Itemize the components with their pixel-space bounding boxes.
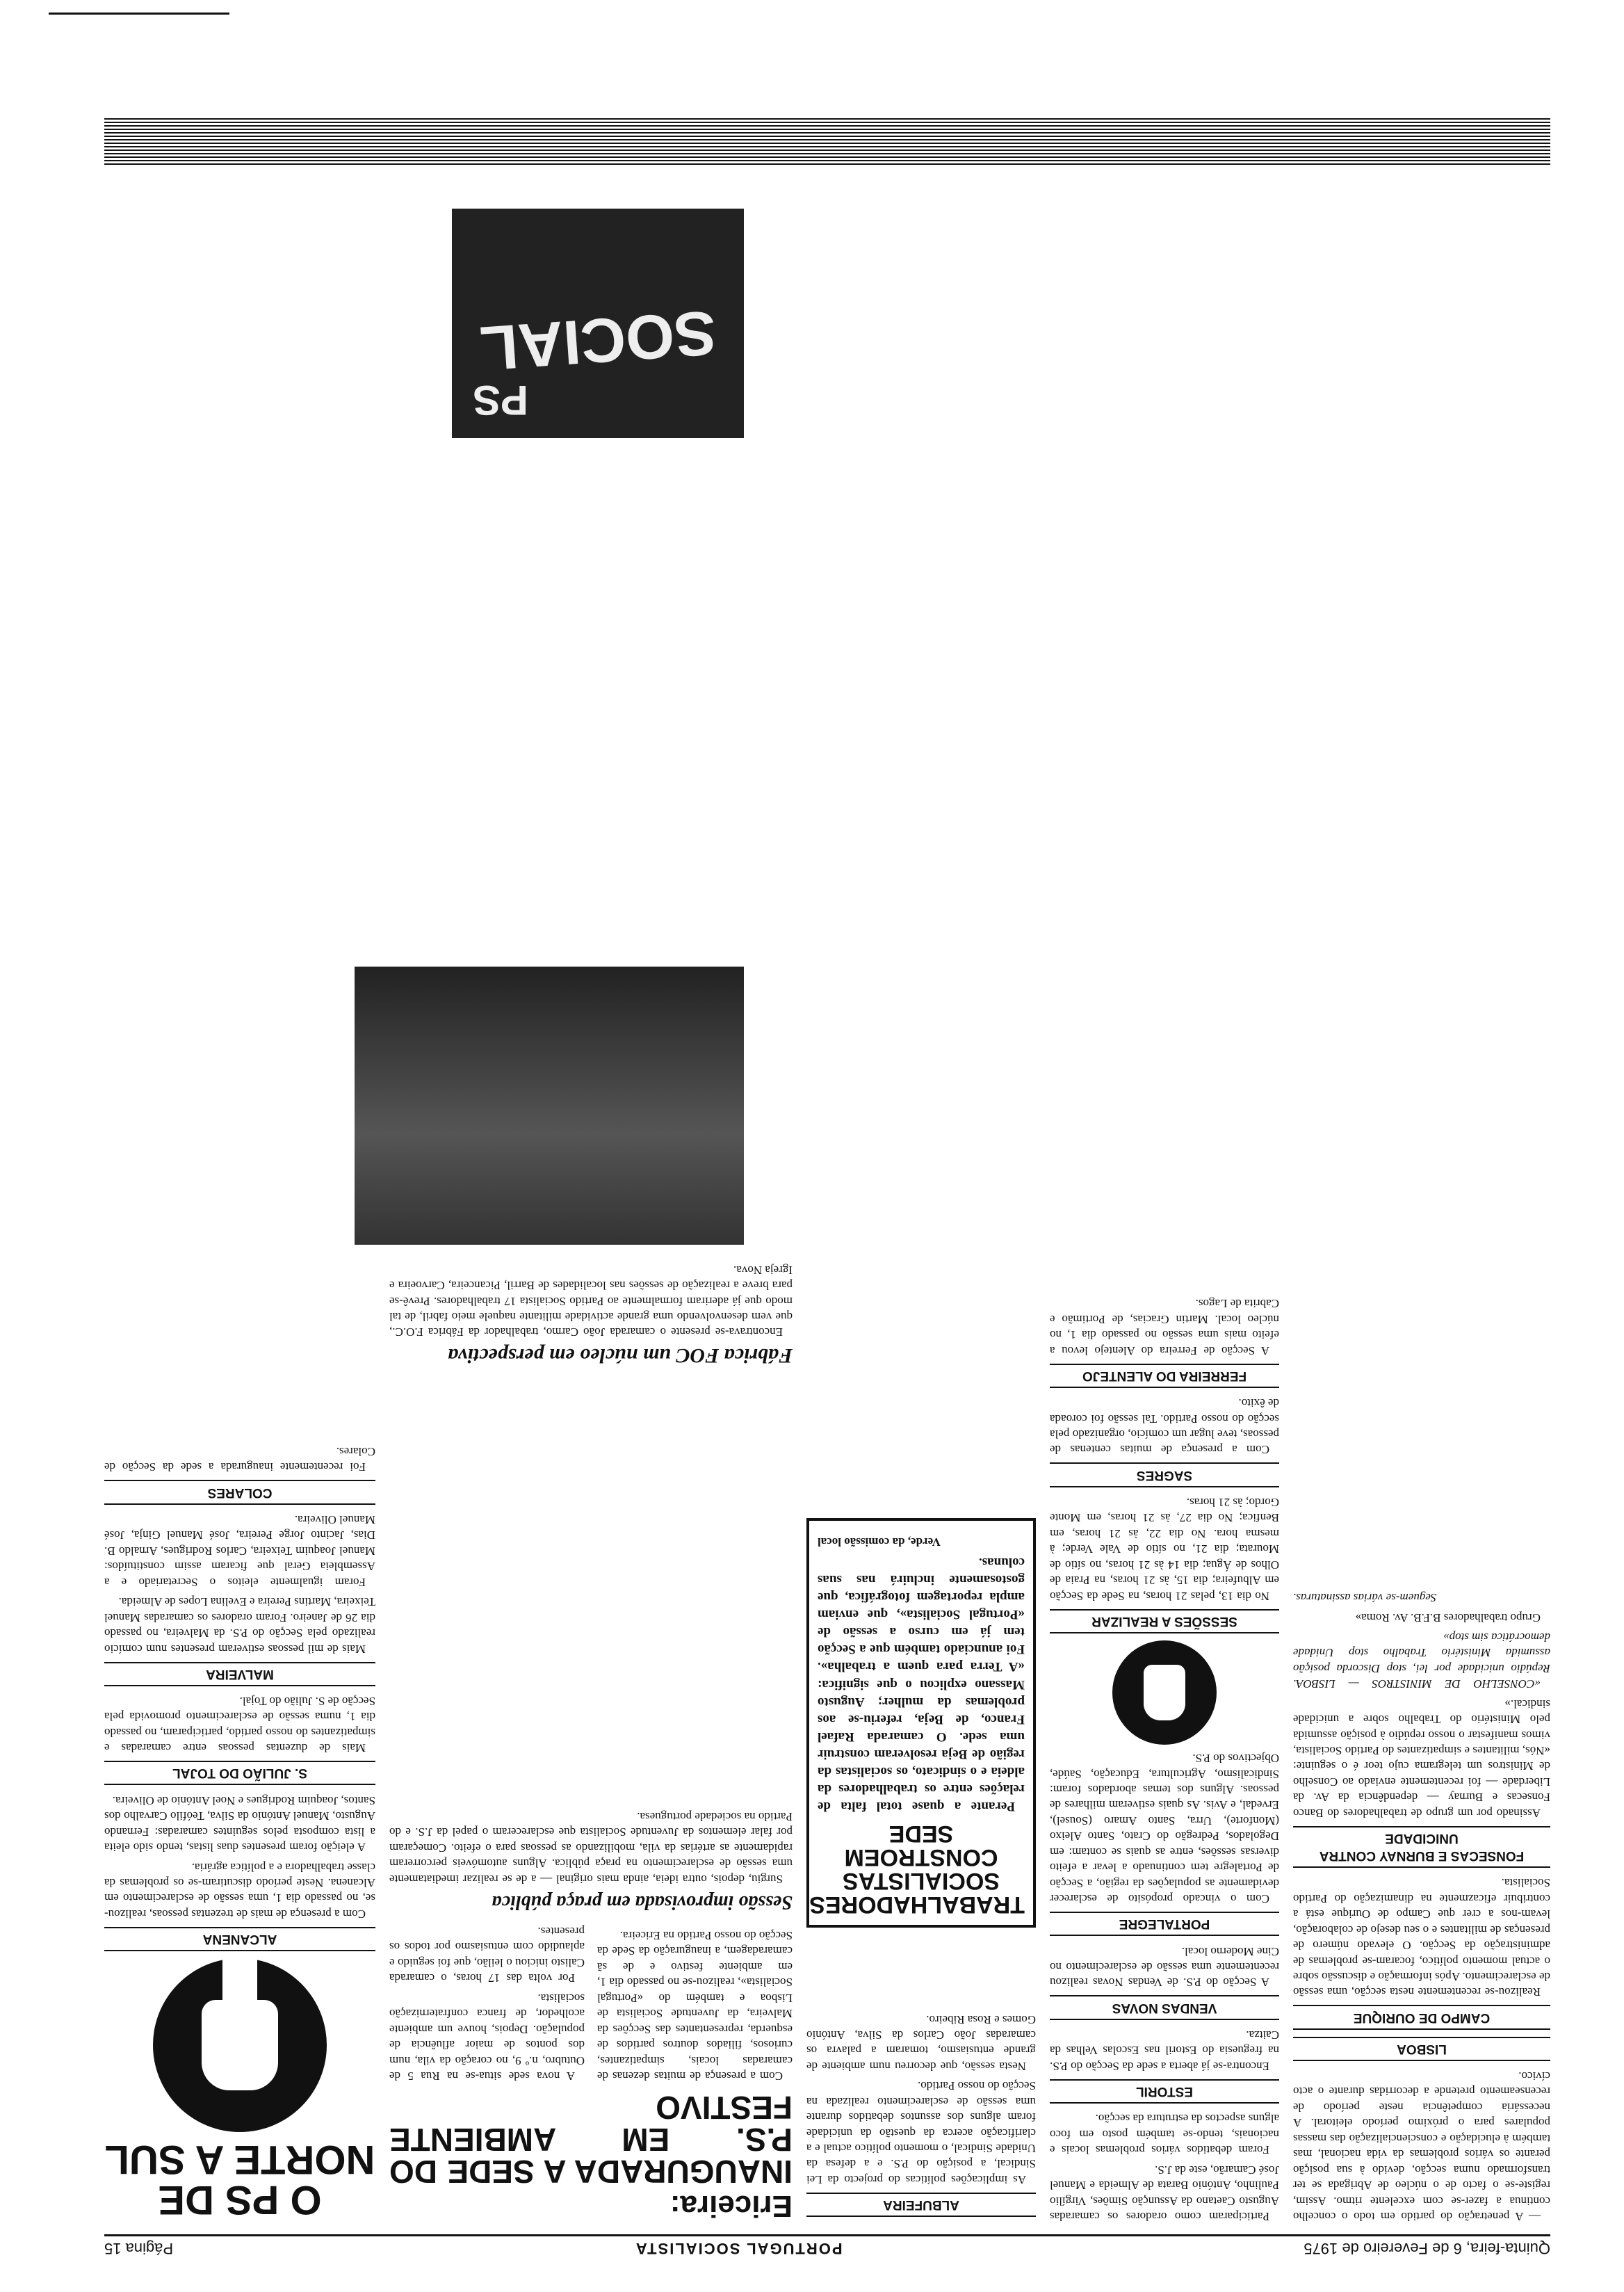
section-heading-sagres: SAGRES <box>1050 1462 1279 1487</box>
article-text: Realizou-se recentemente nesta secção, uma sessão de esclarecimento. Após informação e discussão sobre o actual momento político, focaram-se problemas de administração da Secção. O elevado número de presenças de militantes e o seu desejo de colaboração, levam-nos a crer que Campo de Ourique está a contribuir eficazmente na dinamização do Partido Socialista. <box>1293 1876 1550 1999</box>
boxed-article-signature: Verde, da comissão local <box>818 1535 941 1549</box>
article-text: Com a presença de mais de trezentas pessoas, realizou-se, no passado dia 1, uma sessão de esclarecimento em Alcanena. Neste período discutiram-se os problemas da classe trabalhadora e a política agrária. <box>104 1860 375 1921</box>
section-heading-s-juliao: S. JULIÃO DO TOJAL <box>104 1761 375 1785</box>
section-heading-vendas-novas: VENDAS NOVAS <box>1050 1995 1279 2019</box>
article-text: A eleição foram presentes duas listas, tendo sido eleita a lista composta pelos seguintes camaradas: Fernando Augusto, Manuel António da Silva, Teófilo Carvalho dos Santos, Joaquim Rodrigues e Noel António de Oliveira. <box>104 1793 375 1855</box>
photo-fabrica-foc <box>355 967 744 1245</box>
photo-sign-text-2: PS <box>472 377 528 423</box>
rotated-page-content <box>104 76 1550 2260</box>
section-heading-albufeira: ALBUFEIRA <box>806 2193 1036 2217</box>
article-text: Mais de mil pessoas estiveram presentes num comício realizado pela Secção do P.S. da Malveira, no passado dia 26 de Janeiro. Foram oradores os camaradas Manuel Teixeira, Martins Pereira e Evelina Lopes de Almeida. <box>104 1595 375 1656</box>
article-text: Surgiu, depois, outra ideia, ainda mais original — a de se realizar imediatamente uma sessão de esclarecimento na praça pública. Alguns automóveis percorreram rapidamente as artérias da vila, mobilizando as pessoas para o efeito. Começaram por falar elementos da Juventude Socialista que esclareceram o papel da J.S. e do Partido na sociedade portuguesa. <box>389 1809 793 1886</box>
fist-icon <box>1144 1665 1185 1720</box>
boxed-article-title: TRABALHADORES SOCIALISTAS CONSTROEM SEDE <box>809 1821 1025 1919</box>
subhead-sessao: Sessão improvisada em praça pública <box>492 1891 793 1913</box>
article-text: Foram igualmente eleitos o Secretariado e a Assembleia Geral que ficaram assim constituídos: Manuel Joaquim Teixeira, Carlos Rodrigues, Arnaldo B. Dias, Jacinto Jorge Pereira, José Manuel Ginja, José Manuel Oliveira. <box>104 1513 375 1589</box>
article-text: Com a presença de muitas centenas de pessoas, teve lugar um comício, organizado pela secção do nosso Partido. Tal sessão foi coroada de êxito. <box>1050 1396 1279 1457</box>
top-rule <box>49 13 229 15</box>
article-text: Participaram como oradores os camaradas Augusto Caetano da Assunção Simões, Virgílio Paulinho, António Barata de Almeida e Manuel José Camarão, este da J.S. <box>1050 2163 1279 2223</box>
article-text: Assinado por um grupo de trabalhadores do Banco Fonsecas e Burnay — dependência da Av. da Liberdade — foi recentemente enviado ao Conselho de Ministros um telegrama cujo teor é o seguinte: «Nós, militantes e simpatizantes do Partido Socialista, vimos manifestar o nosso repúdio à posição assumida pelo Ministério do Trabalho sobre a unicidade sindical.» <box>1293 1697 1550 1820</box>
fist-emblem <box>153 1958 327 2132</box>
article-text: Foram debatidos vários problemas locais e nacionais, tendo-se também posto em foco alguns aspectos da estrutura da secção. <box>1050 2112 1279 2157</box>
article-text: A Secção do P.S. de Vendas Novas realizou recentemente uma sessão de esclarecimento no Cine Moderno local. <box>1050 1944 1279 1990</box>
article-text: Encontrava-se presente o camarada João Carmo, trabalhador da Fábrica F.O.C., que vem desenvolvendo uma grande actividade militante naquele meio fabril, de tal modo que já aderiram formalmente ao Partido Socialista 17 trabalhadores. Prevê-se para breve a realização de sessões nas localidades de Barril, Picanceira, Carvoeira e Igreja Nova. <box>389 1263 793 1339</box>
signature-note: Seguem-se várias assinaturas. <box>1293 1591 1437 1605</box>
columns <box>104 179 1550 2224</box>
section-heading-fonsecas-burnay: FONSECAS E BURNAY CONTRA UNICIDADE <box>1293 1826 1550 1868</box>
column-5 <box>104 179 375 2224</box>
boxed-article <box>806 1519 1036 1928</box>
article-text: — A penetração do partido em todo o concelho continua a fazer-se com excelente ritmo. Assim, registe-se o facto de o núcleo de Abrigada se ter transformado numa secção, devido à sua posição perante os vários problemas da vida nacional, mas também à elucidação e consciencialização das massas populares para o próximo período eleitoral. A necessária competência neste período de recenseamento pretende a decorridas durante o acto cívico. <box>1293 2069 1550 2223</box>
article-text: Com o vincado propósito de esclarecer devidamente as populações da região, a Secção de Portalegre tem continuado a levar a efeito diversas sessões, entre as quais se contam: em Degolados, Pedregão do Crato, Santo Aleixo (Monforte), Urra, Santo Amaro (Sousel), Ervedal, e Avis. As quais estiveram milhares de pessoas. Alguns dos temas abordados foram: Sindicalismo, Agricultura, Educação, Saúde, Objectivos do P.S. <box>1050 1752 1279 1906</box>
subhead-foc: Fábrica FOC um núcleo em perspectiva <box>448 1344 793 1368</box>
photo-sign-text: SOCIAL <box>477 297 719 383</box>
article-text: As implicações políticas do projecto da Lei Sindical, a posição do P.S. e a defesa da Unidade Sindical, o momento político actual e a clarificação acerca da questão da unicidade foram alguns dos assuntos debatidos durante uma sessão de esclarecimento realizada na Secção do nosso Partido. <box>806 2079 1036 2186</box>
header-paper-name: PORTUGAL SOCIALISTA <box>634 2240 843 2257</box>
fist-emblem-small <box>1112 1640 1217 1745</box>
header-date: Quinta-feira, 6 de Fevereiro de 1975 <box>1304 2240 1550 2257</box>
section-heading-alcanena: ALCANENA <box>104 1927 375 1951</box>
section-heading-lisboa: LISBOA <box>1293 2037 1550 2061</box>
section-heading-estoril: ESTORIL <box>1050 2079 1279 2104</box>
column-2 <box>1050 179 1279 2224</box>
running-header <box>104 2234 1550 2260</box>
boxed-article-text: Perante a quase total falta de relações entre os trabalhadores da aldeia e o sindicato, os socialistas da região de Beja resolveram construir uma sede. O camarada Rafael Franco, de Beja, referiu-se aos problemas da mulher; Augusto Massano explicou o que significa: «A Terra para quem a trabalha». Foi anunciado também que a Secção tem já em curso a sessão de «Portugal Socialista», que enviam ampla reportagem fotográfica, que gostosamente incluirá nas suas colunas. <box>818 1555 1025 1814</box>
section-heading-portalegre: PORTALEGRE <box>1050 1912 1279 1936</box>
article-text: Foi recentemente inaugurada a sede da Secção de Colares. <box>104 1445 375 1474</box>
arm-icon <box>222 1958 257 2014</box>
article-text: Por volta das 17 horas, o camarada Calisto iniciou o leilão, que foi seguido e aplaudido com entusiasmo por todos os presentes. <box>389 1925 585 1985</box>
section-heading-colares: COLARES <box>104 1480 375 1505</box>
section-heading-sessoes: SESSÕES A REALIZAR <box>1050 1609 1279 1633</box>
article-text: A nova sede situa-se na Rua 5 de Outubro, n.º 9, no coração da vila, num dos pontos de maior afluência de população. Depois, houve um ambiente acolhedor, de franca confraternização socialista. <box>389 1991 585 2083</box>
article-text: Com a presença de muitas dezenas de camaradas locais, simpatizantes, curiosos, filiados doutros partidos de esquerda, representantes das Secções da Malveira, da Juventude Socialista de Lisboa e também do «Portugal Socialista», realizou-se no passado dia 1, em ambiente festivo e de sã camaradagem, a inauguração da Sede da Secção do nosso Partido na Ericeira. <box>597 1929 793 2083</box>
photo-space <box>389 1373 793 1804</box>
photo-ps-sign <box>452 209 744 438</box>
column-3 <box>806 179 1036 2224</box>
bottom-hatch-rule <box>104 118 1550 167</box>
section-heading-ferreira: FERREIRA DO ALENTEJO <box>1050 1364 1279 1388</box>
article-text: Nesta sessão, que decorreu num ambiente de grande entusiasmo, tomaram a palavra os camaradas João Carlos da Silva, António Gomes e Rosa Ribeiro. <box>806 2012 1036 2073</box>
article-text: Mais de duzentas pessoas entre camaradas e simpatizantes do nosso partido, participaram, no passado dia 1, numa sessão de esclarecimento promovida pela Secção de S. Julião do Tojal. <box>104 1695 375 1755</box>
headline-o-ps: O PS DE NORTE A SUL <box>104 2137 375 2222</box>
header-page-number: Página 15 <box>104 2240 174 2257</box>
section-heading-campo-de-ourique: CAMPO DE OURIQUE <box>1293 2005 1550 2029</box>
column-1 <box>1293 179 1550 2224</box>
ericeira-article-body <box>389 1921 793 2083</box>
section-heading-malveira: MALVEIRA <box>104 1662 375 1686</box>
headline: INAUGURADA A SEDE DO P.S. EM AMBIENTE FESTIVO <box>389 2090 793 2190</box>
article-text: Grupo trabalhadores B.F.B. Av. Roma» <box>1355 1611 1541 1624</box>
telegram-text: «CONSELHO DE MINISTROS — LISBOA. Repúdio unicidade por lei, stop Discorda posição assumida Ministério Trabalho stop Unidade democrática sim stop» <box>1293 1631 1550 1691</box>
article-text: Encontra-se já aberta a sede da Secção do P.S. na freguesia do Estoril nas Escolas Velhas da Caitza. <box>1050 2028 1279 2073</box>
article-text: No dia 13, pelas 21 horas, na Sede da Secção em Albufeira; dia 15, às 21 horas, na Praia de Olhos de Água; dia 14 às 21 horas, no sítio de Mourata; dia 21, no sítio de Vale Verde; à mesma hora. No dia 22, às 21 horas, em Benfica; No dia 27, às 21 horas, em Monte Gordo; às 21 horas. <box>1050 1496 1279 1603</box>
article-text: A Secção de Ferreira do Alentejo levou a efeito mais uma sessão no passado dia 1, no núcleo local. Martin Gracias, de Portimão e Cabrita de Lagos. <box>1050 1297 1279 1357</box>
headline-prefix: Ericeira: <box>669 2189 793 2223</box>
